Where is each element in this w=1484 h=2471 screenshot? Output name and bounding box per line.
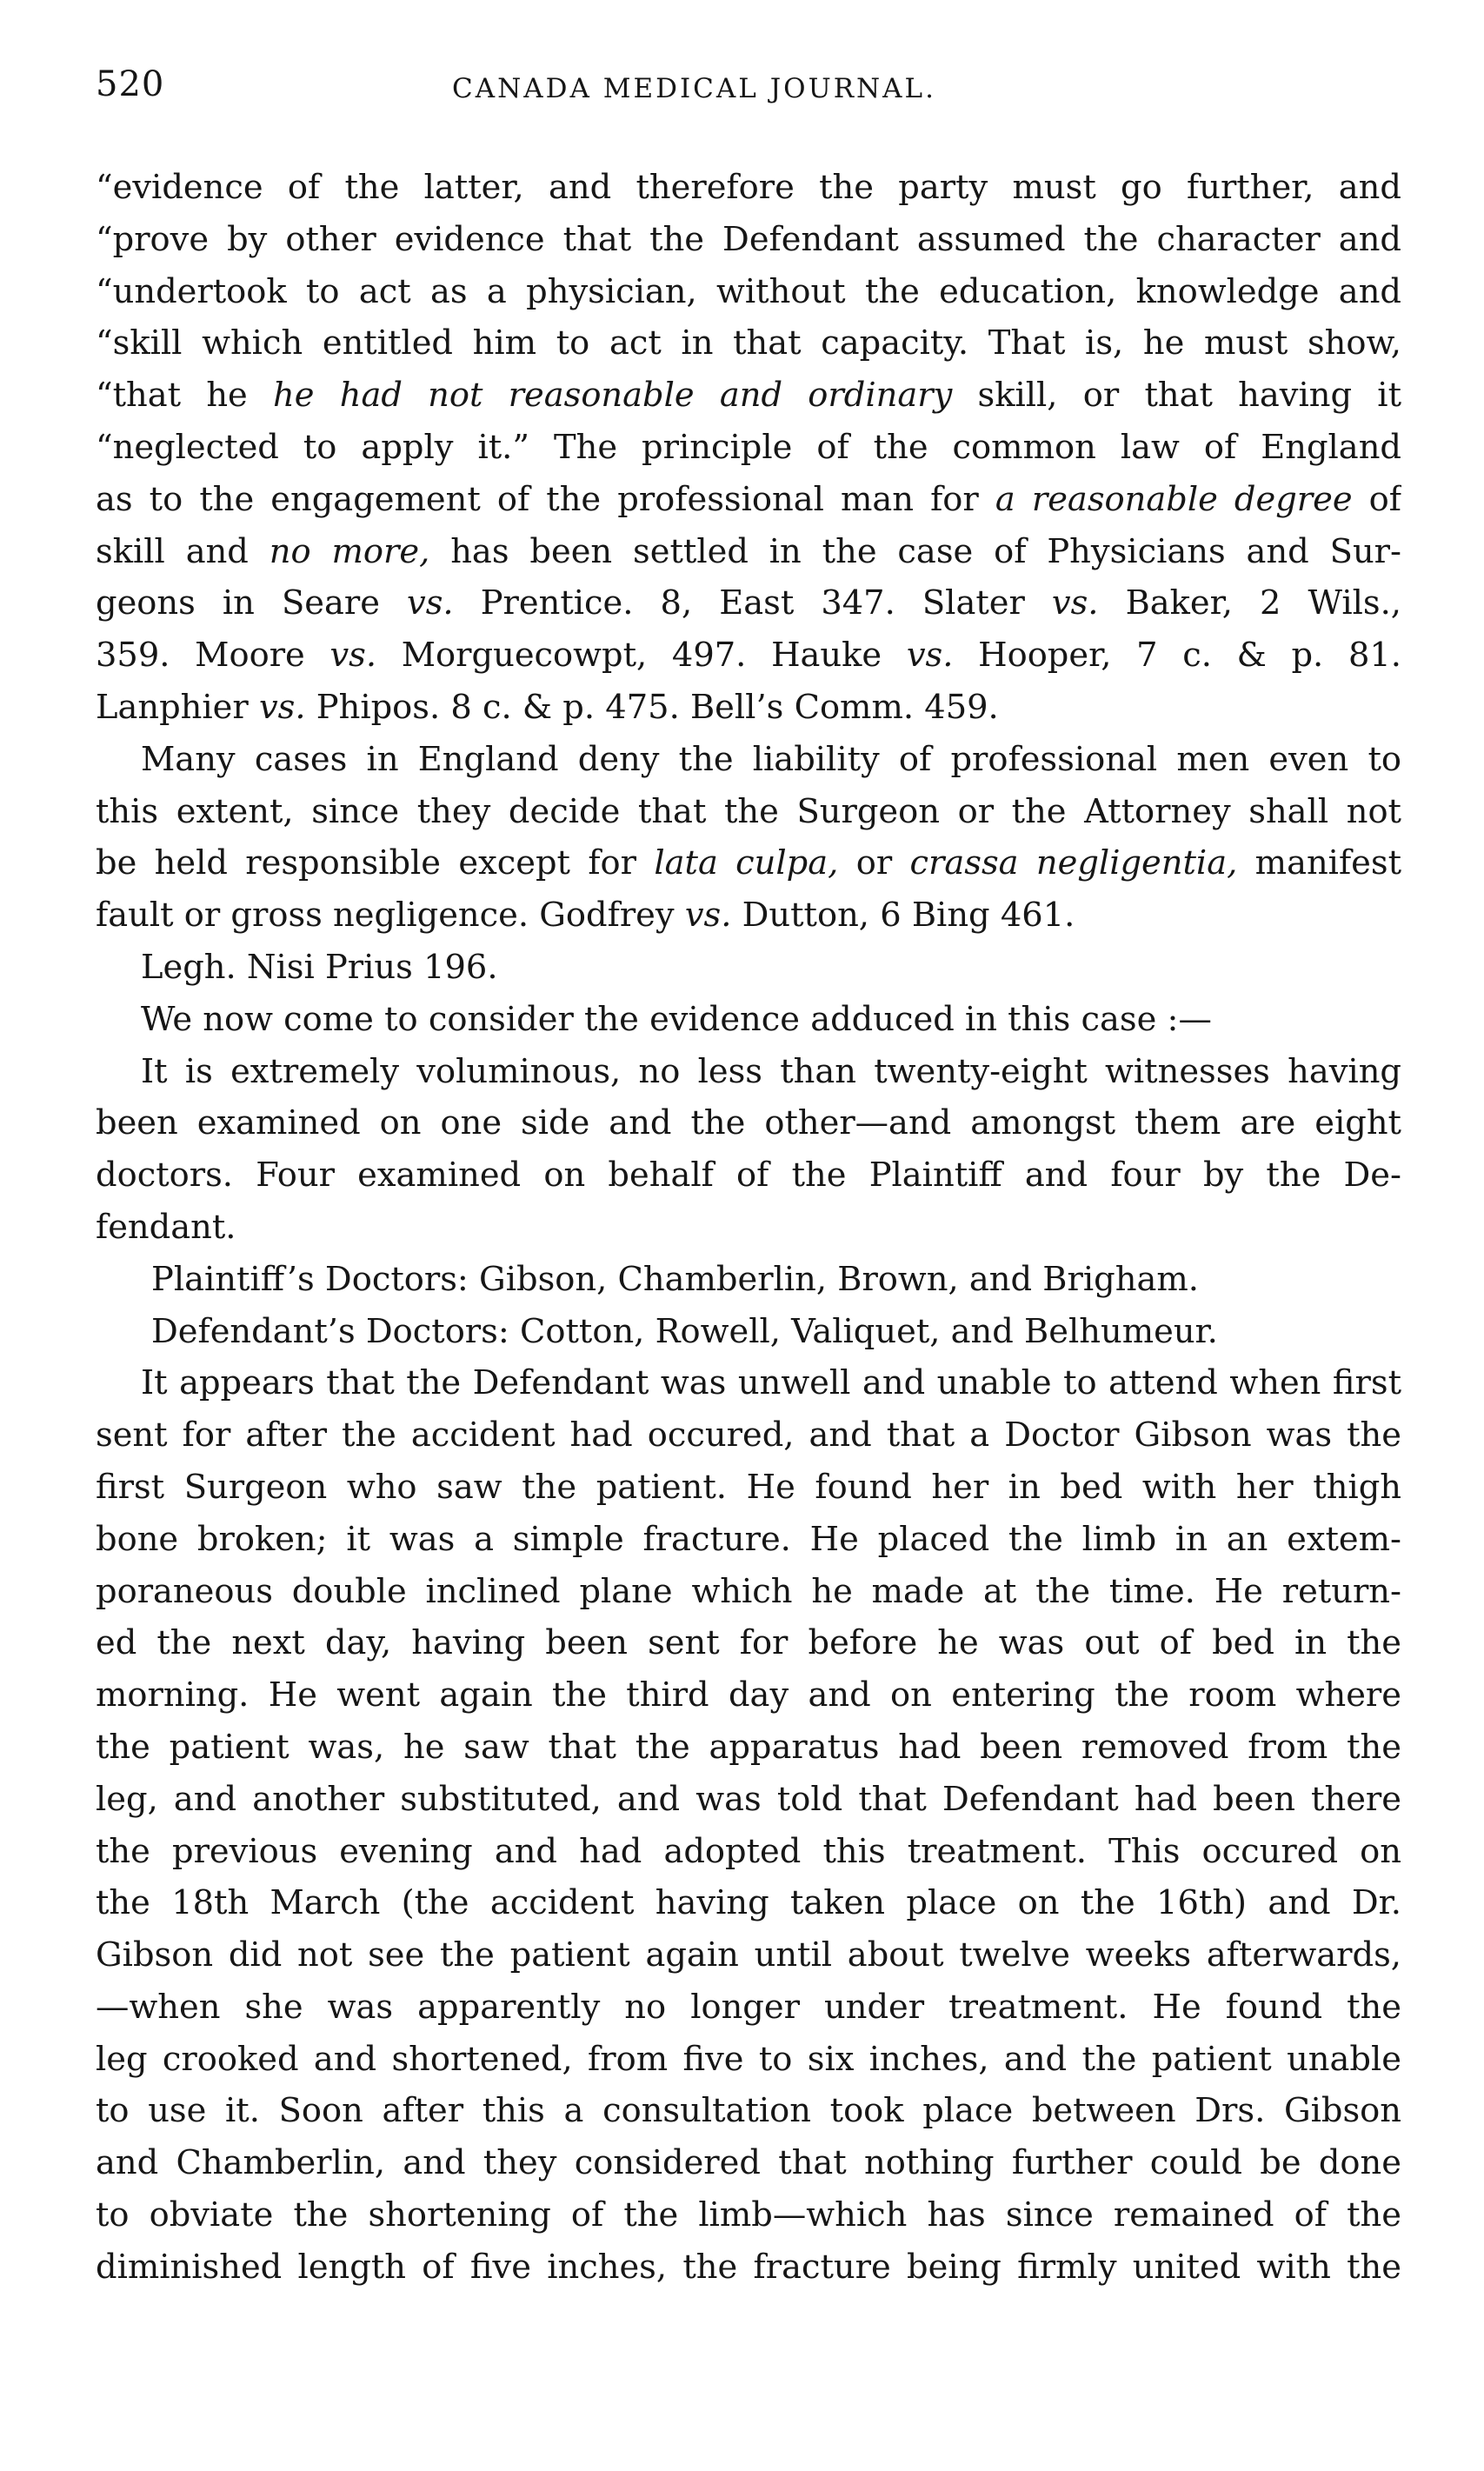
- text-segment: of: [1352, 479, 1401, 519]
- text-line: to obviate the shortening of the limb—which has since remained of the: [96, 2195, 1401, 2235]
- text-segment: skill and: [96, 531, 270, 571]
- italic-phrase: no more,: [269, 531, 430, 571]
- text-line: and Chamberlin, and they considered that nothing further could be done: [96, 2143, 1401, 2183]
- text-segment: or: [838, 843, 910, 883]
- text-segment: be held responsible except for: [96, 843, 655, 883]
- italic-abbrev: vs.: [329, 636, 377, 676]
- italic-abbrev: vs.: [258, 687, 306, 727]
- text-line: “evidence of the latter, and therefore the party must go further, and: [96, 168, 1401, 207]
- text-line: “undertook to act as a physician, without the education, knowledge and: [96, 271, 1401, 311]
- text-line: [96, 526, 1401, 578]
- paragraph-start: It is extremely voluminous, no less than twenty-eight witnesses having: [141, 1051, 1401, 1091]
- text-line: [96, 682, 1401, 734]
- italic-phrase: he had not reasonable and ordinary: [273, 376, 953, 416]
- italic-abbrev: vs.: [1051, 583, 1099, 623]
- body-text: [96, 162, 1401, 2294]
- text-segment: Baker, 2 Wils.,: [1098, 583, 1401, 623]
- paragraph-start: It appears that the Defendant was unwell and unable to attend when first: [141, 1363, 1401, 1403]
- paragraph-start: Many cases in England deny the liability of professional men even to: [141, 739, 1401, 779]
- text-line: the previous evening and had adopted this treatment. This occured on: [96, 1831, 1401, 1871]
- text-line: fendant.: [96, 1207, 236, 1247]
- text-line: the 18th March (the accident having taken place on the 16th) and Dr.: [96, 1883, 1401, 1923]
- text-line: doctors. Four examined on behalf of the Plaintiff and four by the De-: [96, 1156, 1401, 1196]
- text-line: the patient was, he saw that the apparatus had been removed from the: [96, 1727, 1401, 1767]
- running-head: CANADA MEDICAL JOURNAL.: [452, 73, 936, 104]
- text-line: [96, 577, 1401, 629]
- paragraph-start: We now come to consider the evidence adduced in this case :—: [141, 999, 1212, 1039]
- text-line: bone broken; it was a simple fracture. He placed the limb in an extem-: [96, 1519, 1401, 1559]
- text-segment: Morguecowpt, 497. Hauke: [376, 636, 907, 676]
- text-line: poraneous double inclined plane which he made at the time. He return-: [96, 1571, 1401, 1611]
- text-line: leg crooked and shortened, from five to six inches, and the patient unable: [96, 2039, 1401, 2079]
- text-line: first Surgeon who saw the patient. He found her in bed with her thigh: [96, 1467, 1401, 1507]
- text-line: [96, 889, 1401, 942]
- text-segment: fault or gross negligence. Godfrey: [96, 896, 685, 936]
- text-segment: as to the engagement of the professional man for: [96, 479, 995, 519]
- italic-abbrev: vs.: [407, 583, 454, 623]
- italic-phrase: lata culpa,: [654, 843, 839, 883]
- text-segment: geons in Seare: [96, 583, 408, 623]
- italic-phrase: crassa negligentia,: [909, 843, 1238, 883]
- text-line: sent for after the accident had occured, and that a Doctor Gibson was the: [96, 1415, 1401, 1455]
- text-line: [96, 370, 1401, 422]
- text-segment: “that he: [96, 376, 274, 416]
- text-line: ed the next day, having been sent for before he was out of bed in the: [96, 1623, 1401, 1663]
- text-line: [96, 474, 1401, 526]
- text-line: —when she was apparently no longer under treatment. He found the: [96, 1987, 1401, 2027]
- italic-phrase: a reasonable degree: [995, 479, 1353, 519]
- text-line: to use it. Soon after this a consultation took place between Drs. Gibson: [96, 2091, 1401, 2131]
- page-number: 520: [96, 64, 165, 104]
- text-segment: manifest: [1237, 843, 1401, 883]
- text-line: Gibson did not see the patient again until about twelve weeks afterwards,: [96, 1935, 1401, 1975]
- italic-abbrev: vs.: [684, 896, 732, 936]
- text-line: been examined on one side and the other—and amongst them are eight: [96, 1103, 1401, 1143]
- text-segment: Dutton, 6 Bing 461.: [731, 896, 1075, 936]
- page-header: [96, 64, 1400, 125]
- text-segment: Prentice. 8, East 347. Slater: [453, 583, 1052, 623]
- citation-line: Legh. Nisi Prius 196.: [141, 947, 498, 987]
- text-line: diminished length of five inches, the fracture being firmly united with the: [96, 2247, 1401, 2287]
- text-line: “prove by other evidence that the Defendant assumed the character and: [96, 219, 1401, 259]
- text-line: leg, and another substituted, and was told that Defendant had been there: [96, 1779, 1401, 1819]
- text-line: [96, 837, 1401, 889]
- text-segment: Lanphier: [96, 687, 259, 727]
- text-segment: Phipos. 8 c. & p. 475. Bell’s Comm. 459.: [305, 687, 999, 727]
- text-segment: 359. Moore: [96, 636, 330, 676]
- text-line: this extent, since they decide that the Surgeon or the Attorney shall not: [96, 791, 1401, 831]
- italic-abbrev: vs.: [906, 636, 954, 676]
- text-line: “skill which entitled him to act in that capacity. That is, he must show,: [96, 323, 1401, 363]
- defendant-doctors-line: Defendant’s Doctors: Cotton, Rowell, Valiquet, and Belhumeur.: [151, 1311, 1218, 1351]
- text-segment: Hooper, 7 c. & p. 81.: [953, 636, 1401, 676]
- text-line: [96, 629, 1401, 682]
- text-line: “neglected to apply it.” The principle of the common law of England: [96, 427, 1401, 467]
- text-segment: has been settled in the case of Physicians and Sur-: [429, 531, 1401, 571]
- text-line: morning. He went again the third day and on entering the room where: [96, 1675, 1401, 1715]
- text-segment: skill, or that having it: [952, 376, 1401, 416]
- plaintiff-doctors-line: Plaintiff’s Doctors: Gibson, Chamberlin, Brown, and Brigham.: [151, 1259, 1199, 1299]
